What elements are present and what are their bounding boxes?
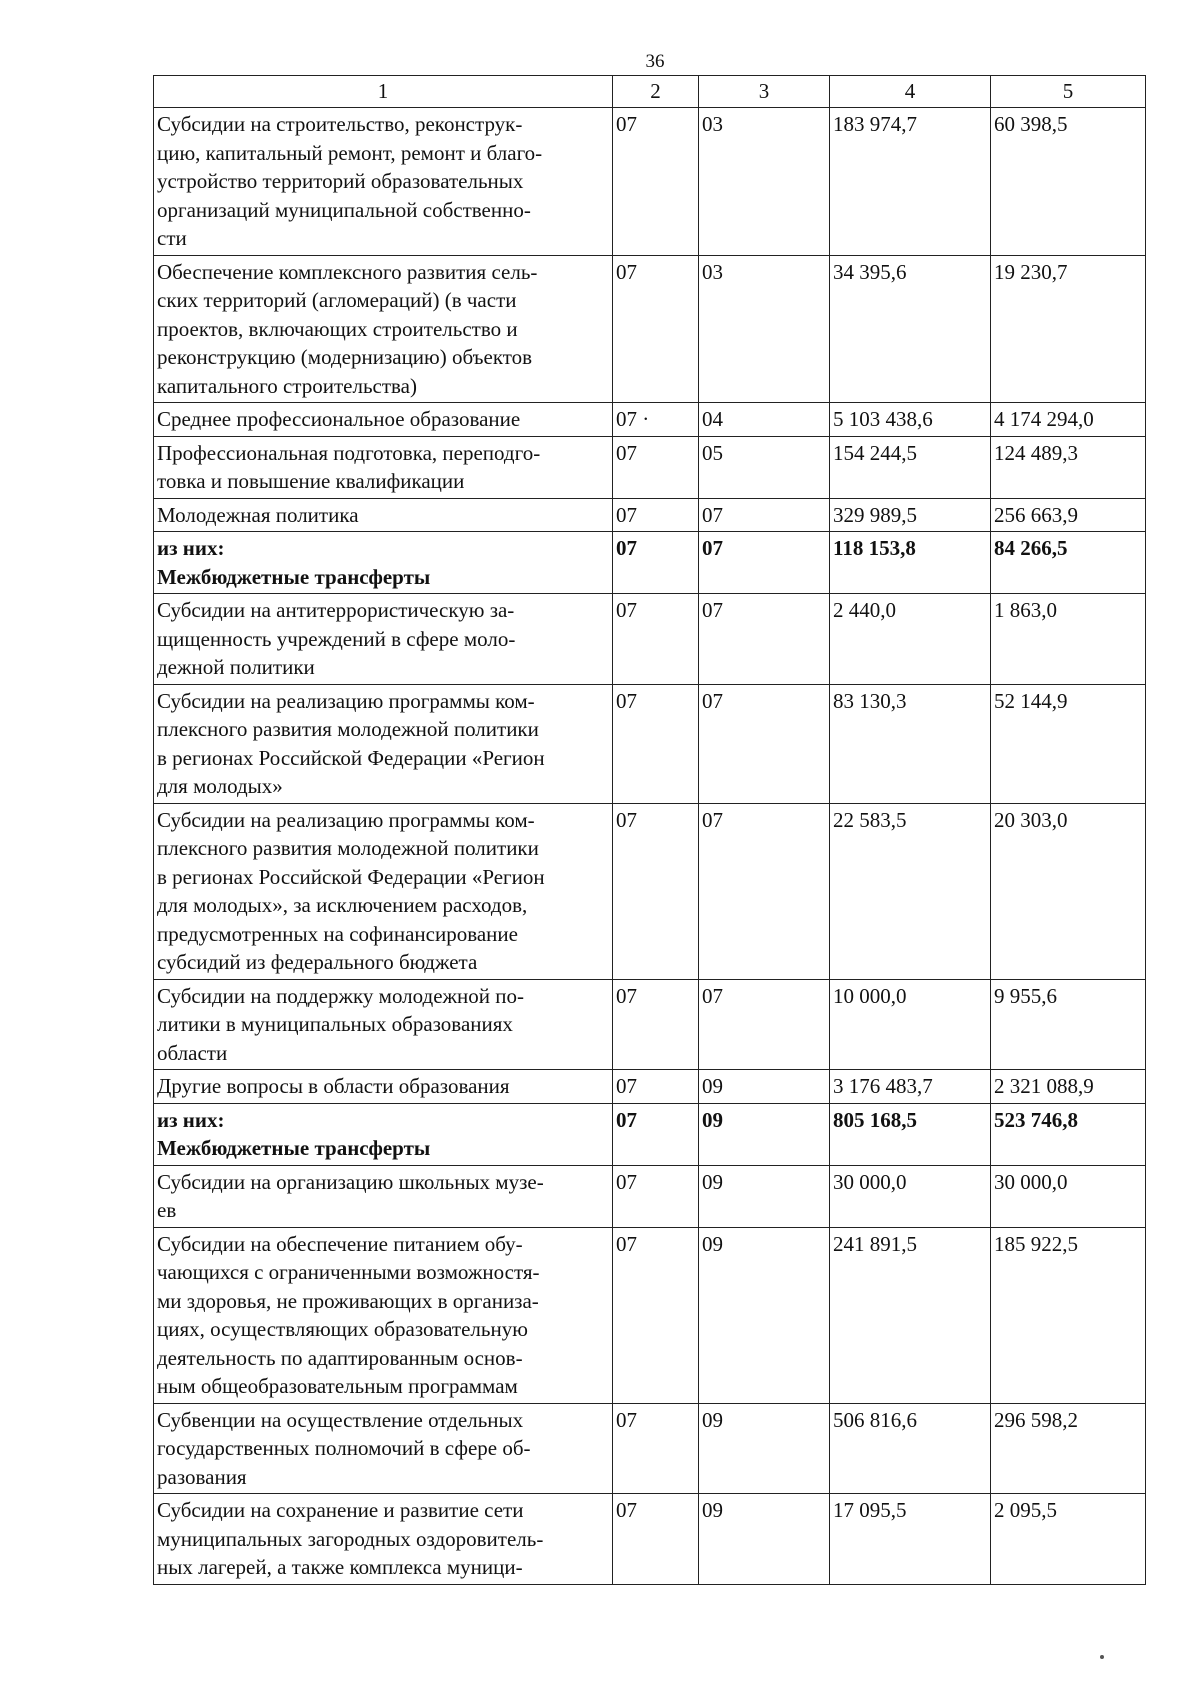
row-cell-c2: 07 (613, 436, 699, 498)
row-name-line: циях, осуществляющих образовательную (157, 1317, 528, 1341)
row-cell-c4: 17 095,5 (830, 1494, 991, 1585)
row-cell-c5: 2 321 088,9 (991, 1070, 1146, 1104)
row-cell-c3: 09 (699, 1165, 830, 1227)
row-cell-c3: 07 (699, 594, 830, 685)
row-cell-c5: 523 746,8 (991, 1103, 1146, 1165)
row-name-cell (154, 436, 613, 498)
row-cell-c5: 60 398,5 (991, 108, 1146, 256)
row-name-cell (154, 594, 613, 685)
row-name-cell (154, 108, 613, 256)
row-cell-c5: 84 266,5 (991, 532, 1146, 594)
row-cell-c4: 30 000,0 (830, 1165, 991, 1227)
row-name-line: Субвенции на осуществление отдельных (157, 1407, 524, 1432)
row-cell-c3: 07 (699, 532, 830, 594)
row-name-line: литики в муниципальных образованиях (157, 1012, 513, 1036)
row-name-line: Межбюджетные трансферты (157, 564, 431, 589)
row-cell-c2: 07 (613, 684, 699, 803)
table-row (154, 803, 1146, 979)
row-cell-c3: 07 (699, 684, 830, 803)
row-name-line: организаций муниципальной собственно- (157, 197, 531, 222)
table-row (154, 1070, 1146, 1104)
row-cell-c5: 124 489,3 (991, 436, 1146, 498)
row-cell-c2: 07 (613, 979, 699, 1070)
row-name-line: цию, капитальный ремонт, ремонт и благо- (157, 140, 543, 165)
row-cell-c2: 07 (613, 1403, 699, 1494)
row-cell-c3: 09 (699, 1494, 830, 1585)
row-name-line: проектов, включающих строительство и (157, 316, 518, 341)
row-cell-c3: 07 (699, 979, 830, 1070)
row-cell-c4: 83 130,3 (830, 684, 991, 803)
row-cell-c4: 118 153,8 (830, 532, 991, 594)
row-name-line: Субсидии на организацию школьных музе- (157, 1169, 544, 1194)
row-cell-c4: 2 440,0 (830, 594, 991, 685)
header-col-4: 4 (830, 76, 991, 108)
row-name-line: Субсидии на реализацию программы ком- (157, 688, 535, 713)
row-cell-c2: 07 (613, 1103, 699, 1165)
row-name-line: Субсидии на антитеррористическую за- (157, 598, 515, 622)
row-cell-c4: 22 583,5 (830, 803, 991, 979)
row-name-line: муниципальных загородных оздоровитель- (157, 1526, 544, 1551)
row-cell-c3: 07 (699, 803, 830, 979)
row-name-line: товка и повышение квалификации (157, 469, 465, 493)
row-cell-c5: 185 922,5 (991, 1227, 1146, 1403)
row-name-line: реконструкцию (модернизацию) объектов (157, 345, 533, 369)
row-name-line: капитального строительства) (157, 373, 417, 398)
row-name-line: для молодых», за исключением расходов, (157, 893, 528, 917)
row-name-cell (154, 1165, 613, 1227)
row-name-line: сти (157, 226, 187, 250)
row-name-cell (154, 1494, 613, 1585)
header-row (154, 76, 1146, 108)
table-row (154, 108, 1146, 256)
row-cell-c5: 1 863,0 (991, 594, 1146, 685)
row-cell-c3: 09 (699, 1070, 830, 1104)
row-name-line: Субсидии на сохранение и развитие сети (157, 1498, 524, 1522)
table-row (154, 1165, 1146, 1227)
table-row (154, 979, 1146, 1070)
row-name-cell (154, 532, 613, 594)
row-name-line: Субсидии на строительство, реконструк- (157, 112, 523, 136)
row-name-cell (154, 255, 613, 403)
row-cell-c3: 09 (699, 1403, 830, 1494)
table-row (154, 1103, 1146, 1165)
table-row (154, 498, 1146, 532)
row-cell-c5: 296 598,2 (991, 1403, 1146, 1494)
row-cell-c2: 07 (613, 594, 699, 685)
row-cell-c2: 07 (613, 803, 699, 979)
row-name-line: щищенность учреждений в сфере моло- (157, 626, 516, 651)
table-row (154, 436, 1146, 498)
row-name-line: плексного развития молодежной политики (157, 836, 539, 860)
row-cell-c3: 09 (699, 1103, 830, 1165)
row-cell-c5: 9 955,6 (991, 979, 1146, 1070)
row-name-line: ев (157, 1198, 177, 1222)
table-row (154, 1494, 1146, 1585)
row-cell-c3: 03 (699, 255, 830, 403)
row-cell-c4: 506 816,6 (830, 1403, 991, 1494)
row-name-cell (154, 498, 613, 532)
row-cell-c4: 183 974,7 (830, 108, 991, 256)
row-cell-c3: 09 (699, 1227, 830, 1403)
row-name-cell (154, 1070, 613, 1104)
page-number: 36 (645, 51, 665, 72)
table-body (154, 108, 1146, 1585)
row-name-line: из них: (157, 1107, 225, 1132)
row-cell-c4: 805 168,5 (830, 1103, 991, 1165)
row-name-line: деятельность по адаптированным основ- (157, 1345, 523, 1370)
row-cell-c2: 07 (613, 1494, 699, 1585)
row-name-line: в регионах Российской Федерации «Регион (157, 745, 545, 770)
table-row (154, 255, 1146, 403)
row-cell-c4: 5 103 438,6 (830, 403, 991, 437)
row-name-cell (154, 979, 613, 1070)
row-name-cell (154, 684, 613, 803)
row-name-line: дежной политики (157, 655, 315, 679)
row-cell-c2: 07 (613, 1070, 699, 1104)
row-name-line: Профессиональная подготовка, переподго- (157, 440, 541, 465)
row-cell-c2: 07 (613, 108, 699, 256)
row-cell-c4: 154 244,5 (830, 436, 991, 498)
row-name-line: субсидий из федерального бюджета (157, 950, 478, 974)
row-name-line: для молодых» (157, 774, 283, 798)
header-col-1: 1 (154, 76, 613, 108)
row-cell-c3: 05 (699, 436, 830, 498)
row-cell-c2: 07 (613, 498, 699, 532)
table-row (154, 594, 1146, 685)
row-name-line: Молодежная политика (157, 502, 359, 527)
row-name-line: разования (157, 1464, 247, 1489)
budget-table (153, 75, 1146, 1585)
row-cell-c4: 3 176 483,7 (830, 1070, 991, 1104)
row-cell-c2: 07 (613, 1165, 699, 1227)
row-name-line: ских территорий (агломераций) (в части (157, 288, 517, 312)
row-name-line: области (157, 1040, 228, 1065)
row-name-line: ным общеобразовательным программам (157, 1374, 518, 1398)
table-row (154, 403, 1146, 437)
row-cell-c3: 03 (699, 108, 830, 256)
table-row (154, 1403, 1146, 1494)
row-cell-c5: 19 230,7 (991, 255, 1146, 403)
table-row (154, 532, 1146, 594)
row-cell-c5: 30 000,0 (991, 1165, 1146, 1227)
header-col-5: 5 (991, 76, 1146, 108)
table-header (154, 76, 1146, 108)
row-name-line: государственных полномочий в сфере об- (157, 1436, 531, 1460)
header-col-3: 3 (699, 76, 830, 108)
table-row (154, 684, 1146, 803)
row-cell-c3: 04 (699, 403, 830, 437)
row-name-line: Субсидии на реализацию программы ком- (157, 807, 535, 832)
row-cell-c2: 07 (613, 532, 699, 594)
row-name-line: устройство территорий образовательных (157, 169, 524, 193)
row-name-line: Межбюджетные трансферты (157, 1136, 431, 1160)
row-name-cell (154, 1227, 613, 1403)
row-cell-c3: 07 (699, 498, 830, 532)
row-cell-c5: 20 303,0 (991, 803, 1146, 979)
row-name-cell (154, 1103, 613, 1165)
row-name-line: плексного развития молодежной политики (157, 717, 539, 741)
row-name-line: чающихся с ограниченными возможностя- (157, 1260, 540, 1284)
header-col-2: 2 (613, 76, 699, 108)
row-name-line: ных лагерей, а также комплекса муници- (157, 1555, 523, 1579)
row-name-cell (154, 1403, 613, 1494)
row-name-line: Обеспечение комплексного развития сель- (157, 259, 538, 284)
row-cell-c2: 07 (613, 1227, 699, 1403)
row-name-line: Другие вопросы в области образования (157, 1074, 510, 1098)
row-cell-c5: 52 144,9 (991, 684, 1146, 803)
row-name-line: Среднее профессиональное образование (157, 407, 521, 431)
row-cell-c2: 07 (613, 255, 699, 403)
row-name-cell (154, 803, 613, 979)
row-cell-c4: 241 891,5 (830, 1227, 991, 1403)
row-cell-c4: 34 395,6 (830, 255, 991, 403)
row-name-line: из них: (157, 536, 225, 560)
row-cell-c2: 07 · (613, 403, 699, 437)
row-name-line: ми здоровья, не проживающих в организа- (157, 1288, 539, 1313)
row-cell-c5: 4 174 294,0 (991, 403, 1146, 437)
row-name-line: предусмотренных на софинансирование (157, 921, 518, 946)
scan-mark (1100, 1655, 1104, 1659)
row-name-cell (154, 403, 613, 437)
row-cell-c4: 329 989,5 (830, 498, 991, 532)
row-name-line: Субсидии на обеспечение питанием обу- (157, 1231, 523, 1256)
row-name-line: в регионах Российской Федерации «Регион (157, 864, 545, 889)
row-cell-c4: 10 000,0 (830, 979, 991, 1070)
row-name-line: Субсидии на поддержку молодежной по- (157, 983, 525, 1008)
row-cell-c5: 2 095,5 (991, 1494, 1146, 1585)
table-row (154, 1227, 1146, 1403)
row-cell-c5: 256 663,9 (991, 498, 1146, 532)
